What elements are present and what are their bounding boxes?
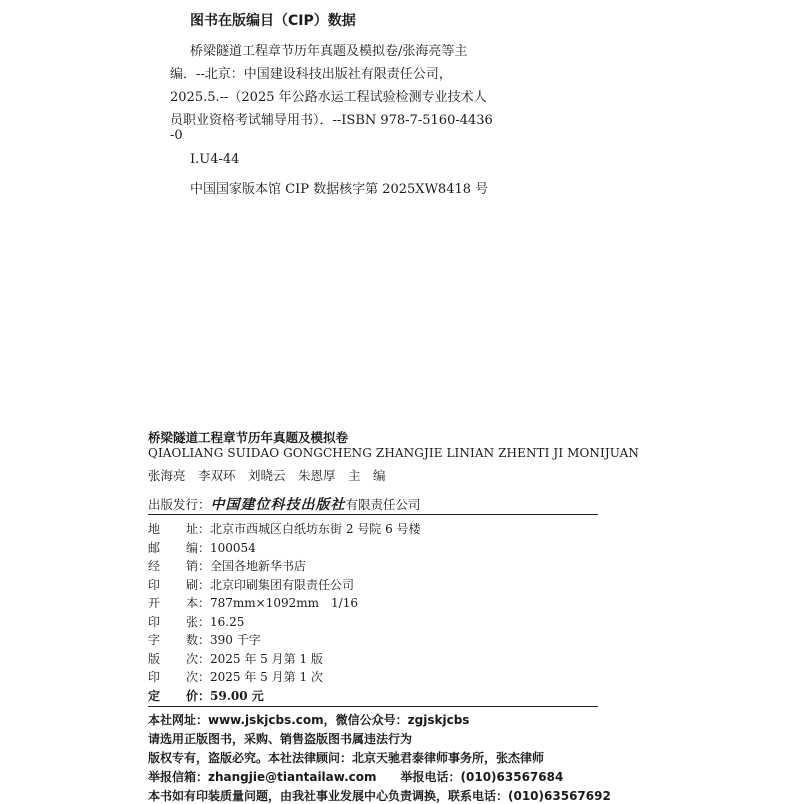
detail-label: 印张	[148, 614, 198, 629]
detail-value: 100054	[210, 540, 256, 555]
detail-colon: ：	[198, 651, 211, 666]
detail-value: 390 千字	[210, 633, 261, 647]
cip-title: 图书在版编目（CIP）数据	[190, 13, 356, 29]
detail-colon: ：	[198, 559, 211, 573]
cip-line-2: 编．--北京：中国建设科技出版社有限责任公司，	[170, 67, 452, 82]
detail-row	[148, 687, 264, 704]
book-title-pinyin: QIAOLIANG SUIDAO GONGCHENG ZHANGJIE LINIAN ZHENTI JI MONIJUAN	[148, 446, 639, 460]
cip-classification: Ⅰ.U4-44	[190, 152, 240, 167]
publisher-label: 出版发行：	[148, 497, 211, 512]
detail-value: 16.25	[210, 614, 245, 629]
detail-colon: ：	[198, 522, 211, 536]
detail-colon: ：	[198, 670, 211, 684]
publisher-logo: 中国建位科技出版社	[210, 497, 346, 513]
cip-line-3: 2025.5.--（2025 年公路水运工程试验检测专业技术人	[170, 90, 487, 105]
detail-colon: ：	[198, 614, 211, 629]
detail-value: 北京印刷集团有限责任公司	[210, 577, 355, 592]
detail-label: 字数	[148, 633, 198, 647]
detail-label: 印次	[148, 670, 198, 684]
top-divider	[148, 514, 598, 515]
detail-value: 北京市西城区白纸坊东街 2 号院 6 号楼	[210, 522, 421, 536]
detail-label: 定价	[148, 688, 198, 703]
publisher-line	[148, 494, 421, 514]
detail-value: 787mm×1092mm 1/16	[210, 596, 358, 610]
detail-row	[148, 650, 323, 667]
detail-row	[148, 668, 323, 685]
detail-label: 印刷	[148, 577, 198, 592]
book-title: 桥梁隧道工程章节历年真题及模拟卷	[148, 430, 349, 445]
detail-colon: ：	[198, 577, 211, 592]
detail-row	[148, 631, 261, 648]
detail-colon: ：	[198, 540, 211, 555]
detail-row	[148, 613, 244, 630]
cip-line-4: 员职业资格考试辅导用书）．--ISBN 978-7-5160-4436	[170, 113, 493, 128]
detail-label: 版次	[148, 651, 198, 666]
detail-row	[148, 594, 358, 611]
detail-label: 经销	[148, 559, 198, 573]
detail-row	[148, 520, 421, 537]
publisher-suffix: 有限责任公司	[345, 497, 421, 512]
book-authors: 张海亮 李双环 刘晓云 朱恩厚 主 编	[148, 468, 386, 483]
cip-line-5: -0	[170, 128, 183, 143]
detail-colon: ：	[198, 633, 211, 647]
footer-line: 版权专有，盗版必究。本社法律顾问：北京天驰君泰律师事务所，张杰律师	[148, 751, 545, 765]
detail-label: 开本	[148, 596, 198, 610]
detail-value: 59.00 元	[210, 688, 264, 703]
detail-row	[148, 576, 354, 593]
detail-label: 邮编	[148, 540, 198, 555]
detail-label: 地址	[148, 522, 198, 536]
detail-value: 2025 年 5 月第 1 次	[210, 670, 323, 684]
footer-line: 本书如有印装质量问题，由我社事业发展中心负责调换，联系电话：(010)63567692	[148, 789, 611, 803]
detail-colon: ：	[198, 596, 211, 610]
cip-number: 中国国家版本馆 CIP 数据核字第 2025XW8418 号	[190, 182, 489, 197]
footer-line: 本社网址：www.jskjcbs.com，微信公众号：zgjskjcbs	[148, 713, 470, 727]
footer-line: 举报信箱：zhangjie@tiantailaw.com 举报电话：(010)63567684	[148, 770, 564, 784]
detail-row	[148, 539, 256, 556]
detail-value: 全国各地新华书店	[210, 559, 307, 573]
footer-line: 请选用正版图书，采购、销售盗版图书属违法行为	[148, 732, 413, 746]
detail-value: 2025 年 5 月第 1 版	[210, 651, 323, 666]
cip-line-1: 桥梁隧道工程章节历年真题及模拟卷/张海亮等主	[190, 44, 468, 59]
detail-colon: ：	[198, 688, 211, 703]
detail-row	[148, 557, 306, 574]
bottom-divider	[148, 706, 598, 707]
